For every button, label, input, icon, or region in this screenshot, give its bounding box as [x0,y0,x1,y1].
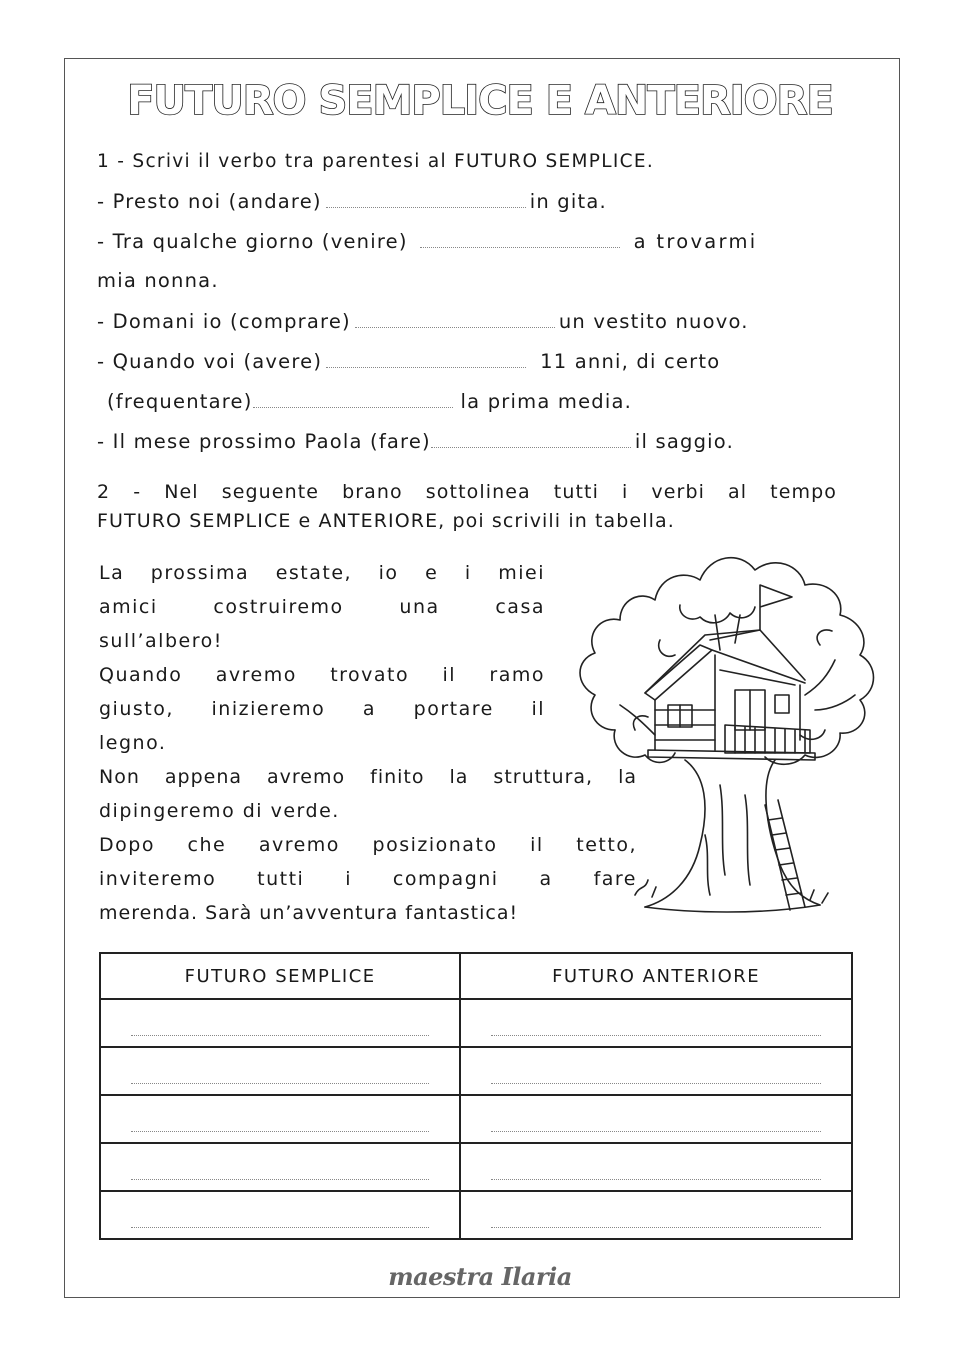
exercise1-instruction: 1 - Scrivi il verbo tra parentesi al FUTURO SEMPLICE. [97,151,655,172]
item-continuation: 11 anni, di certo [540,350,721,373]
answer-line [491,1131,821,1132]
answer-line [131,1083,429,1084]
treehouse-illustration [560,535,880,930]
answer-cell-anteriore[interactable] [460,1047,852,1095]
answer-blank[interactable] [431,429,631,448]
exercise1-item [97,349,720,374]
answer-line [131,1227,429,1228]
author-signature: maestra Ilaria [388,1262,572,1291]
passage-line: sull’albero! [99,630,223,652]
item-continuation: a trovarmi [633,230,758,253]
item-continuation: in gita. [529,190,607,213]
answer-cell-semplice[interactable] [100,1095,460,1143]
answer-blank[interactable] [253,389,453,408]
passage-line: merenda. Sarà un’avventura fantastica! [99,902,519,924]
item-prompt: - Il mese prossimo Paola (fare) [97,430,431,453]
passage-line: legno. [99,732,167,754]
passage-line: inviteremo tutti i compagni a fare [99,868,637,890]
item-continuation: un vestito nuovo. [558,310,749,333]
answer-cell-semplice[interactable] [100,1191,460,1239]
table-row [100,999,852,1047]
item-prompt: - Tra qualche giorno (venire) [97,230,408,253]
instruction-line: FUTURO SEMPLICE e ANTERIORE, poi scrivili in tabella. [97,510,675,532]
passage-line: giusto, inizieremo a portare il [99,698,545,720]
table-row [100,1143,852,1191]
item-prompt: (frequentare) [107,390,253,413]
ladder-icon [765,800,805,910]
item-continuation: il saggio. [634,430,734,453]
passage-line: dipingeremo di verde. [99,800,340,822]
passage-line: Dopo che avremo posizionato il tetto, [99,834,637,856]
answer-line [131,1131,429,1132]
answer-cell-semplice[interactable] [100,1047,460,1095]
answer-blank[interactable] [420,229,620,248]
exercise1-item [97,309,749,334]
answer-cell-semplice[interactable] [100,1143,460,1191]
answer-line [491,1035,821,1036]
answer-cell-anteriore[interactable] [460,999,852,1047]
item-prompt: - Quando voi (avere) [97,350,323,373]
exercise1-item [97,189,607,214]
answer-line [131,1179,429,1180]
table-row [100,1191,852,1239]
exercise2-instruction [97,478,837,536]
answer-blank[interactable] [326,189,526,208]
exercise1-item [107,389,632,414]
table-header-row [100,953,852,999]
answer-cell-anteriore[interactable] [460,1095,852,1143]
answer-cell-anteriore[interactable] [460,1191,852,1239]
answer-line [491,1083,821,1084]
exercise1-item [97,229,869,254]
instruction-line: 2 - Nel seguente brano sottolinea tutti i verbi al tempo [97,481,837,503]
passage-line: Non appena avremo finito la struttura, la [99,766,637,788]
answer-cell-semplice[interactable] [100,999,460,1047]
treehouse-icon [645,585,815,760]
item-continuation: la prima media. [460,390,633,413]
table-row [100,1047,852,1095]
passage-line: amici costruiremo una casa [99,596,545,618]
verb-table [99,952,853,1240]
table-row [100,1095,852,1143]
reading-passage-continued [99,760,637,930]
column-header-futuro-semplice: FUTURO SEMPLICE [100,953,460,999]
reading-passage [99,556,545,760]
column-header-futuro-anteriore: FUTURO ANTERIORE [460,953,852,999]
worksheet-title: FUTURO SEMPLICE E ANTERIORE [127,78,833,124]
answer-blank[interactable] [326,349,526,368]
passage-line: La prossima estate, io e i miei [99,562,545,584]
tree-canopy-icon [580,558,874,765]
exercise1-item-continuation: mia nonna. [97,269,219,292]
item-prompt: - Presto noi (andare) [97,190,322,213]
answer-line [131,1035,429,1036]
exercise1-item [97,429,734,454]
answer-line [491,1179,821,1180]
answer-line [491,1227,821,1228]
answer-cell-anteriore[interactable] [460,1143,852,1191]
item-prompt: - Domani io (comprare) [97,310,351,333]
answer-blank[interactable] [355,309,555,328]
passage-line: Quando avremo trovato il ramo [99,664,545,686]
